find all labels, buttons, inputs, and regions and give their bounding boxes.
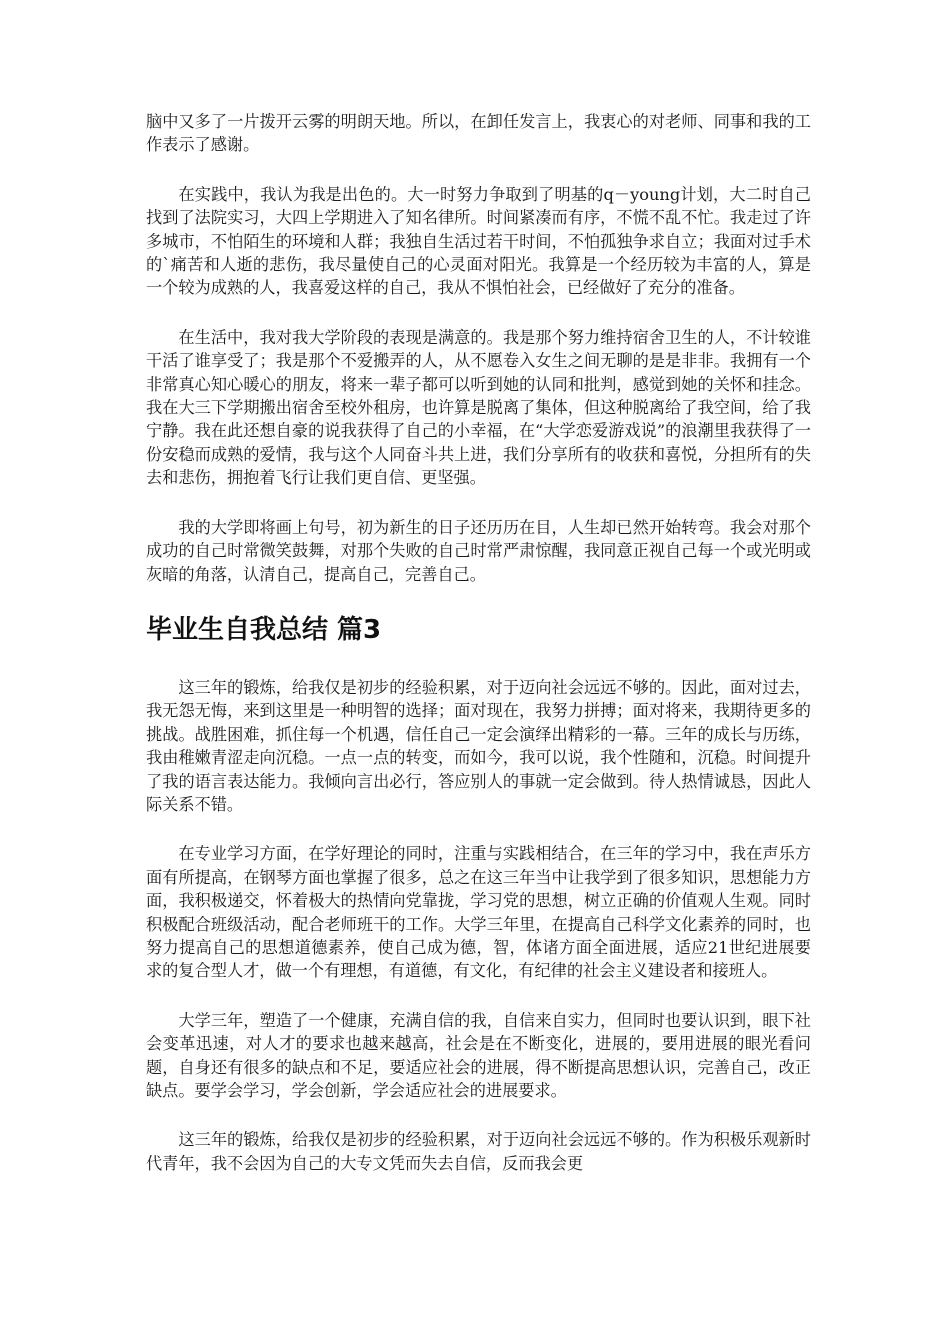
- paragraph-practice: 在实践中，我认为我是出色的。大一时努力争取到了明基的q－young计划，大二时自己找到了法院实习，大四上学期进入了知名律所。时间紧凑而有序，不慌不乱不忙。我走过了许多城市，不怕陌生的环境和人群；我独自生活过若干时间，不怕孤独争求自立；我面对过手术的`痛苦和人逝的悲伤，我尽量使自己的心灵面对阳光。我算是一个经历较为丰富的人，算是一个较为成熟的人，我喜爱这样的自己，我从不惧怕社会，已经做好了充分的准备。: [146, 184, 811, 298]
- paragraph-training-cont: 这三年的锻炼，给我仅是初步的经验积累，对于迈向社会远远不够的。作为积极乐观新时代青年，我不会因为自己的大专文凭而失去自信，反而我会更: [146, 1130, 811, 1173]
- paragraph-gap: [146, 983, 811, 1009]
- paragraph-continued: 脑中又多了一片拨开云雾的明朗天地。所以，在卸任发言上，我衷心的对老师、同事和我的工作表示了感谢。: [146, 112, 811, 155]
- section-heading: 毕业生自我总结 篇3: [146, 614, 382, 645]
- paragraph-gap: [146, 490, 811, 516]
- paragraph-confidence: 大学三年，塑造了一个健康，充满自信的我，自信来自实力，但同时也要认识到，眼下社会变革迅速，对人才的要求也越来越高，社会是在不断变化，进展的，要用进展的眼光看问题，自身还有很多的缺点和不足，要适应社会的进展，得不断提高思想认识，完善自己，改正缺点。要学会学习，学会创新，学会适应社会的进展要求。: [146, 1010, 811, 1100]
- paragraph-study: 在专业学习方面，在学好理论的同时，注重与实践相结合，在三年的学习中，我在声乐方面有所提高，在钢琴方面也掌握了很多，总之在这三年当中让我学到了很多知识，思想能力方面，我积极递交，怀着极大的热情向党靠拢，学习党的思想，树立正确的价值观人生观。同时积极配合班级活动，配合老师班干的工作。大学三年里，在提高自己科学文化素养的同时，也努力提高自己的思想道德素养，使自己成为德，智，体诸方面全面进展，适应21世纪进展要求的复合型人才，做一个有理想，有道德，有文化，有纪律的社会主义建设者和接班人。: [146, 844, 811, 981]
- paragraph-conclusion: 我的大学即将画上句号，初为新生的日子还历历在目，人生却已然开始转弯。我会对那个成功的自己时常微笑鼓舞，对那个失败的自己时常严肃惊醒，我同意正视自己每一个或光明或灰暗的角落，认清自己，提高自己，完善自己。: [146, 517, 811, 584]
- paragraph-gap: [146, 1102, 811, 1128]
- paragraph-gap: [146, 300, 811, 326]
- paragraph-training: 这三年的锻炼，给我仅是初步的经验积累，对于迈向社会远远不够的。因此，面对过去，我无怨无悔，来到这里是一种明智的选择；面对现在，我努力拼搏；面对将来，我期待更多的挑战。战胜困难，抓住每一个机遇，信任自己一定会演绎出精彩的一幕。三年的成长与历练，我由稚嫩青涩走向沉稳。一点一点的转变，而如今，我可以说，我个性随和，沉稳。时间提升了我的语言表达能力。我倾向言出必行，答应别人的事就一定会做到。待人热情诚恳，因此人际关系不错。: [146, 677, 811, 814]
- paragraph-gap: [146, 816, 811, 842]
- paragraph-gap: [146, 157, 811, 183]
- paragraph-life: 在生活中，我对我大学阶段的表现是满意的。我是那个努力维持宿舍卫生的人，不计较谁干活了谁享受了；我是那个不爱搬弄的人，从不愿卷入女生之间无聊的是是非非。我拥有一个非常真心知心暖心的朋友，将来一辈子都可以听到她的认同和批判，感觉到她的关怀和挂念。我在大三下学期搬出宿舍至校外租房，也许算是脱离了集体，但这种脱离给了我空间，给了我宁静。我在此还想自豪的说我获得了自己的小幸福，在“大学恋爱游戏说”的浪潮里我获得了一份安稳而成熟的爱情，我与这个人同奋斗共上进，我们分享所有的收获和喜悦，分担所有的失去和悲伤，拥抱着飞行让我们更自信、更坚强。: [146, 327, 811, 488]
- document-page: [146, 110, 811, 1175]
